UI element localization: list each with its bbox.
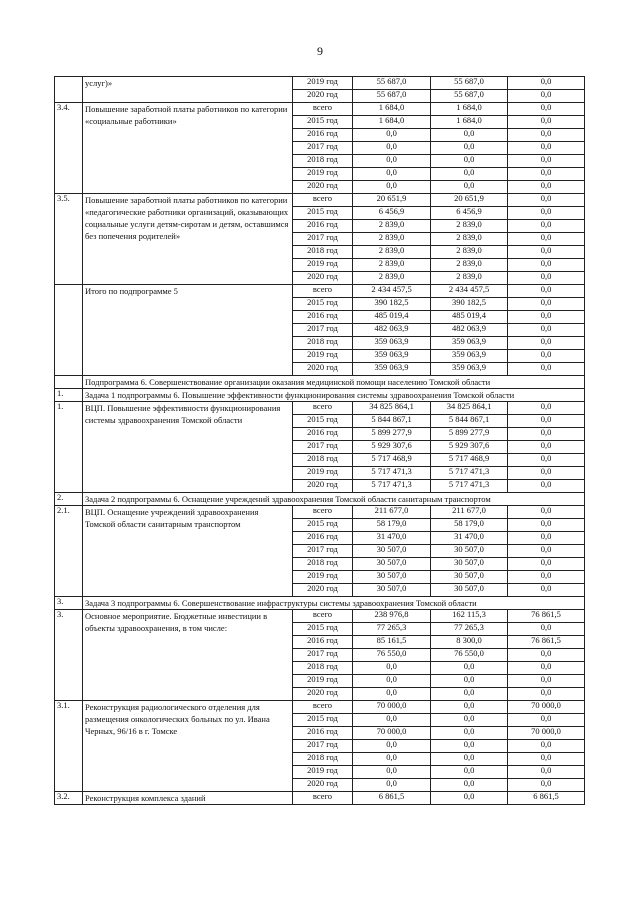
row-number: 3.4.	[55, 103, 83, 194]
total-cell: 359 063,9	[353, 363, 431, 376]
period-cell: 2017 год	[293, 233, 353, 246]
total-cell: 0,0	[353, 766, 431, 779]
row-number: 3.5.	[55, 194, 83, 285]
federal-budget-cell: 0,0	[508, 103, 585, 116]
period-cell: всего	[293, 506, 353, 519]
federal-budget-cell: 0,0	[508, 298, 585, 311]
period-cell: 2018 год	[293, 558, 353, 571]
federal-budget-cell: 0,0	[508, 688, 585, 701]
total-cell: 5 717 471,3	[353, 480, 431, 493]
regional-budget-cell: 359 063,9	[431, 350, 508, 363]
federal-budget-cell: 0,0	[508, 207, 585, 220]
item-name: услуг)»	[83, 77, 293, 103]
total-cell: 70 000,0	[353, 701, 431, 714]
regional-budget-cell: 0,0	[431, 727, 508, 740]
item-name: ВЦП. Оснащение учреждений здравоохранения Томской области санитарным транспортом	[83, 506, 293, 597]
period-cell: 2017 год	[293, 142, 353, 155]
section-title: Задача 1 подпрограммы 6. Повышение эффективности функционирования системы здравоохранения Томской области	[83, 389, 585, 402]
federal-budget-cell: 0,0	[508, 311, 585, 324]
section-title: Задача 3 подпрограммы 6. Совершенствование инфраструктуры системы здравоохранения Томской области	[83, 597, 585, 610]
federal-budget-cell: 0,0	[508, 480, 585, 493]
period-cell: 2015 год	[293, 519, 353, 532]
period-cell: 2017 год	[293, 545, 353, 558]
period-cell: 2016 год	[293, 311, 353, 324]
regional-budget-cell: 55 687,0	[431, 90, 508, 103]
total-cell: 238 976,8	[353, 610, 431, 623]
federal-budget-cell: 0,0	[508, 402, 585, 415]
regional-budget-cell: 0,0	[431, 753, 508, 766]
period-cell: 2018 год	[293, 337, 353, 350]
table-row	[55, 792, 585, 805]
total-cell: 5 717 468,9	[353, 454, 431, 467]
row-number: 3.2.	[55, 792, 83, 805]
federal-budget-cell: 0,0	[508, 649, 585, 662]
total-cell: 76 550,0	[353, 649, 431, 662]
federal-budget-cell: 0,0	[508, 714, 585, 727]
federal-budget-cell: 0,0	[508, 324, 585, 337]
total-cell: 482 063,9	[353, 324, 431, 337]
federal-budget-cell: 0,0	[508, 129, 585, 142]
total-cell: 30 507,0	[353, 545, 431, 558]
regional-budget-cell: 5 929 307,6	[431, 441, 508, 454]
regional-budget-cell: 211 677,0	[431, 506, 508, 519]
period-cell: 2020 год	[293, 779, 353, 792]
regional-budget-cell: 390 182,5	[431, 298, 508, 311]
federal-budget-cell: 0,0	[508, 623, 585, 636]
period-cell: 2016 год	[293, 532, 353, 545]
federal-budget-cell: 76 861,5	[508, 610, 585, 623]
item-name: Итого по подпрограмме 5	[83, 285, 293, 376]
regional-budget-cell: 162 115,3	[431, 610, 508, 623]
federal-budget-cell: 0,0	[508, 519, 585, 532]
federal-budget-cell: 0,0	[508, 545, 585, 558]
period-cell: 2016 год	[293, 129, 353, 142]
section-row	[55, 597, 585, 610]
total-cell: 77 265,3	[353, 623, 431, 636]
regional-budget-cell: 0,0	[431, 155, 508, 168]
federal-budget-cell: 70 000,0	[508, 727, 585, 740]
federal-budget-cell: 0,0	[508, 415, 585, 428]
regional-budget-cell: 0,0	[431, 142, 508, 155]
table-row	[55, 103, 585, 116]
period-cell: всего	[293, 103, 353, 116]
table-row	[55, 506, 585, 519]
federal-budget-cell: 0,0	[508, 155, 585, 168]
federal-budget-cell: 0,0	[508, 571, 585, 584]
total-cell: 6 861,5	[353, 792, 431, 805]
period-cell: 2018 год	[293, 662, 353, 675]
regional-budget-cell: 34 825 864,1	[431, 402, 508, 415]
federal-budget-cell: 0,0	[508, 454, 585, 467]
regional-budget-cell: 2 839,0	[431, 246, 508, 259]
regional-budget-cell: 0,0	[431, 129, 508, 142]
regional-budget-cell: 20 651,9	[431, 194, 508, 207]
federal-budget-cell: 0,0	[508, 259, 585, 272]
regional-budget-cell: 2 839,0	[431, 233, 508, 246]
regional-budget-cell: 0,0	[431, 779, 508, 792]
federal-budget-cell: 0,0	[508, 662, 585, 675]
row-number: 3.	[55, 597, 83, 610]
federal-budget-cell: 0,0	[508, 168, 585, 181]
period-cell: 2018 год	[293, 753, 353, 766]
federal-budget-cell: 0,0	[508, 272, 585, 285]
period-cell: 2020 год	[293, 688, 353, 701]
total-cell: 390 182,5	[353, 298, 431, 311]
row-number	[55, 285, 83, 376]
total-cell: 2 839,0	[353, 259, 431, 272]
period-cell: 2020 год	[293, 480, 353, 493]
regional-budget-cell: 359 063,9	[431, 363, 508, 376]
period-cell: 2015 год	[293, 714, 353, 727]
regional-budget-cell: 1 684,0	[431, 116, 508, 129]
total-cell: 0,0	[353, 155, 431, 168]
period-cell: 2018 год	[293, 155, 353, 168]
total-cell: 30 507,0	[353, 571, 431, 584]
regional-budget-cell: 30 507,0	[431, 545, 508, 558]
table-row	[55, 701, 585, 714]
period-cell: всего	[293, 792, 353, 805]
total-cell: 1 684,0	[353, 116, 431, 129]
total-cell: 20 651,9	[353, 194, 431, 207]
federal-budget-cell: 0,0	[508, 441, 585, 454]
period-cell: 2020 год	[293, 584, 353, 597]
regional-budget-cell: 76 550,0	[431, 649, 508, 662]
regional-budget-cell: 30 507,0	[431, 584, 508, 597]
federal-budget-cell: 0,0	[508, 467, 585, 480]
total-cell: 55 687,0	[353, 90, 431, 103]
federal-budget-cell: 0,0	[508, 337, 585, 350]
period-cell: 2015 год	[293, 207, 353, 220]
federal-budget-cell: 6 861,5	[508, 792, 585, 805]
federal-budget-cell: 0,0	[508, 506, 585, 519]
regional-budget-cell: 2 434 457,5	[431, 285, 508, 298]
total-cell: 0,0	[353, 181, 431, 194]
total-cell: 211 677,0	[353, 506, 431, 519]
section-title: Задача 2 подпрограммы 6. Оснащение учреждений здравоохранения Томской области санитарным транспортом	[83, 493, 585, 506]
federal-budget-cell: 0,0	[508, 766, 585, 779]
regional-budget-cell: 5 844 867,1	[431, 415, 508, 428]
regional-budget-cell: 5 717 471,3	[431, 467, 508, 480]
period-cell: 2019 год	[293, 168, 353, 181]
total-cell: 1 684,0	[353, 103, 431, 116]
regional-budget-cell: 5 717 471,3	[431, 480, 508, 493]
total-cell: 85 161,5	[353, 636, 431, 649]
regional-budget-cell: 55 687,0	[431, 77, 508, 90]
total-cell: 0,0	[353, 168, 431, 181]
period-cell: 2016 год	[293, 220, 353, 233]
period-cell: 2019 год	[293, 350, 353, 363]
regional-budget-cell: 2 839,0	[431, 272, 508, 285]
period-cell: 2017 год	[293, 740, 353, 753]
federal-budget-cell: 0,0	[508, 77, 585, 90]
item-name: ВЦП. Повышение эффективности функционирования системы здравоохранения Томской области	[83, 402, 293, 493]
total-cell: 0,0	[353, 714, 431, 727]
budget-table-body	[55, 77, 585, 805]
regional-budget-cell: 0,0	[431, 792, 508, 805]
period-cell: 2017 год	[293, 649, 353, 662]
period-cell: 2019 год	[293, 675, 353, 688]
total-cell: 55 687,0	[353, 77, 431, 90]
section-row	[55, 376, 585, 389]
total-cell: 0,0	[353, 740, 431, 753]
federal-budget-cell: 0,0	[508, 220, 585, 233]
total-cell: 0,0	[353, 675, 431, 688]
total-cell: 0,0	[353, 142, 431, 155]
federal-budget-cell: 0,0	[508, 532, 585, 545]
regional-budget-cell: 5 899 277,9	[431, 428, 508, 441]
table-row	[55, 285, 585, 298]
regional-budget-cell: 0,0	[431, 766, 508, 779]
regional-budget-cell: 0,0	[431, 168, 508, 181]
total-cell: 2 839,0	[353, 233, 431, 246]
period-cell: 2020 год	[293, 90, 353, 103]
table-row	[55, 402, 585, 415]
period-cell: 2016 год	[293, 636, 353, 649]
period-cell: всего	[293, 610, 353, 623]
regional-budget-cell: 0,0	[431, 701, 508, 714]
section-row	[55, 493, 585, 506]
total-cell: 5 844 867,1	[353, 415, 431, 428]
federal-budget-cell: 0,0	[508, 558, 585, 571]
total-cell: 6 456,9	[353, 207, 431, 220]
total-cell: 359 063,9	[353, 350, 431, 363]
regional-budget-cell: 359 063,9	[431, 337, 508, 350]
regional-budget-cell: 6 456,9	[431, 207, 508, 220]
section-row	[55, 389, 585, 402]
total-cell: 0,0	[353, 688, 431, 701]
regional-budget-cell: 77 265,3	[431, 623, 508, 636]
period-cell: 2020 год	[293, 363, 353, 376]
row-number: 1.	[55, 402, 83, 493]
federal-budget-cell: 0,0	[508, 285, 585, 298]
federal-budget-cell: 76 861,5	[508, 636, 585, 649]
total-cell: 359 063,9	[353, 337, 431, 350]
total-cell: 70 000,0	[353, 727, 431, 740]
item-name: Реконструкция комплекса зданий	[83, 792, 293, 805]
federal-budget-cell: 0,0	[508, 233, 585, 246]
total-cell: 31 470,0	[353, 532, 431, 545]
period-cell: всего	[293, 194, 353, 207]
period-cell: 2015 год	[293, 415, 353, 428]
federal-budget-cell: 0,0	[508, 740, 585, 753]
regional-budget-cell: 0,0	[431, 181, 508, 194]
period-cell: 2016 год	[293, 428, 353, 441]
period-cell: 2019 год	[293, 259, 353, 272]
total-cell: 2 434 457,5	[353, 285, 431, 298]
total-cell: 2 839,0	[353, 220, 431, 233]
federal-budget-cell: 70 000,0	[508, 701, 585, 714]
table-row	[55, 77, 585, 90]
total-cell: 5 899 277,9	[353, 428, 431, 441]
row-number: 3.1.	[55, 701, 83, 792]
regional-budget-cell: 30 507,0	[431, 558, 508, 571]
period-cell: 2015 год	[293, 298, 353, 311]
federal-budget-cell: 0,0	[508, 90, 585, 103]
table-row	[55, 194, 585, 207]
total-cell: 5 717 471,3	[353, 467, 431, 480]
period-cell: 2020 год	[293, 272, 353, 285]
federal-budget-cell: 0,0	[508, 753, 585, 766]
regional-budget-cell: 485 019,4	[431, 311, 508, 324]
federal-budget-cell: 0,0	[508, 363, 585, 376]
regional-budget-cell: 30 507,0	[431, 571, 508, 584]
regional-budget-cell: 31 470,0	[431, 532, 508, 545]
total-cell: 30 507,0	[353, 584, 431, 597]
federal-budget-cell: 0,0	[508, 246, 585, 259]
total-cell: 34 825 864,1	[353, 402, 431, 415]
item-name: Повышение заработной платы работников по категории «социальные работники»	[83, 103, 293, 194]
total-cell: 0,0	[353, 753, 431, 766]
row-number: 3.	[55, 610, 83, 701]
budget-table	[54, 76, 585, 805]
total-cell: 0,0	[353, 129, 431, 142]
regional-budget-cell: 1 684,0	[431, 103, 508, 116]
total-cell: 2 839,0	[353, 272, 431, 285]
regional-budget-cell: 0,0	[431, 675, 508, 688]
row-number	[55, 376, 83, 389]
page-number: 9	[317, 44, 323, 58]
regional-budget-cell: 58 179,0	[431, 519, 508, 532]
total-cell: 485 019,4	[353, 311, 431, 324]
total-cell: 2 839,0	[353, 246, 431, 259]
row-number: 2.1.	[55, 506, 83, 597]
regional-budget-cell: 0,0	[431, 714, 508, 727]
federal-budget-cell: 0,0	[508, 194, 585, 207]
regional-budget-cell: 482 063,9	[431, 324, 508, 337]
item-name: Основное мероприятие. Бюджетные инвестиции в объекты здравоохранения, в том числе:	[83, 610, 293, 701]
period-cell: 2019 год	[293, 766, 353, 779]
federal-budget-cell: 0,0	[508, 428, 585, 441]
total-cell: 30 507,0	[353, 558, 431, 571]
federal-budget-cell: 0,0	[508, 779, 585, 792]
federal-budget-cell: 0,0	[508, 181, 585, 194]
regional-budget-cell: 2 839,0	[431, 259, 508, 272]
row-number: 2.	[55, 493, 83, 506]
period-cell: всего	[293, 402, 353, 415]
item-name: Повышение заработной платы работников по категории «педагогические работники организаций, оказывающих социальные услуги детям-сиротам и детям, оставшимся без попечения родителей»	[83, 194, 293, 285]
federal-budget-cell: 0,0	[508, 142, 585, 155]
item-name: Реконструкция радиологического отделения для размещения онкологических больных по ул. Ивана Черных, 96/16 в г. Томске	[83, 701, 293, 792]
period-cell: 2020 год	[293, 181, 353, 194]
period-cell: 2019 год	[293, 571, 353, 584]
period-cell: 2015 год	[293, 116, 353, 129]
federal-budget-cell: 0,0	[508, 350, 585, 363]
row-number: 1.	[55, 389, 83, 402]
period-cell: 2018 год	[293, 246, 353, 259]
total-cell: 5 929 307,6	[353, 441, 431, 454]
federal-budget-cell: 0,0	[508, 584, 585, 597]
regional-budget-cell: 2 839,0	[431, 220, 508, 233]
period-cell: 2019 год	[293, 77, 353, 90]
period-cell: 2018 год	[293, 454, 353, 467]
regional-budget-cell: 0,0	[431, 688, 508, 701]
period-cell: 2016 год	[293, 727, 353, 740]
period-cell: всего	[293, 701, 353, 714]
period-cell: 2017 год	[293, 324, 353, 337]
total-cell: 0,0	[353, 779, 431, 792]
section-title: Подпрограмма 6. Совершенствование организации оказания медицинской помощи населению Томской области	[83, 376, 585, 389]
period-cell: 2019 год	[293, 467, 353, 480]
table-row	[55, 610, 585, 623]
federal-budget-cell: 0,0	[508, 675, 585, 688]
period-cell: 2015 год	[293, 623, 353, 636]
regional-budget-cell: 0,0	[431, 662, 508, 675]
federal-budget-cell: 0,0	[508, 116, 585, 129]
total-cell: 0,0	[353, 662, 431, 675]
regional-budget-cell: 0,0	[431, 740, 508, 753]
row-number	[55, 77, 83, 103]
regional-budget-cell: 8 300,0	[431, 636, 508, 649]
period-cell: 2017 год	[293, 441, 353, 454]
regional-budget-cell: 5 717 468,9	[431, 454, 508, 467]
period-cell: всего	[293, 285, 353, 298]
total-cell: 58 179,0	[353, 519, 431, 532]
